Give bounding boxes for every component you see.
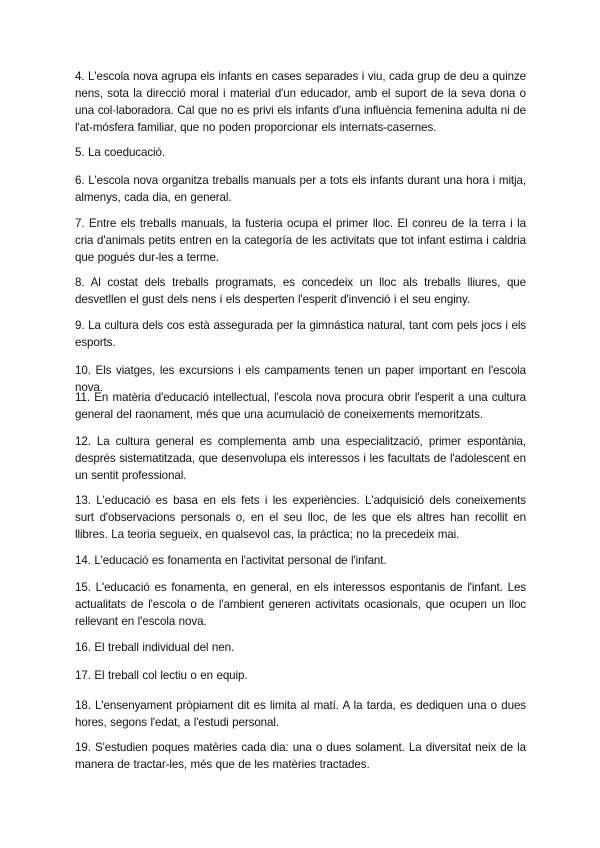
paragraph-item-15: 15. L'educació es fonamenta, en general, en els interessos espontanis de l'infant. Les actualitats de l'escola o de l'ambient generen activitats ocasionals, que ocupen un lloc rellevant en l'escola nova. [75, 581, 526, 628]
paragraph-item-12: 12. La cultura general es complementa amb una especialització, primer espontània, després sistematitzada, que desenvolupa els interessos i les facultats de l'adolescent en un sentit professional. [75, 435, 526, 482]
paragraph-item-14: 14. L'educació es fonamenta en l'activitat personal de l'infant. [75, 554, 387, 567]
paragraph-item-13: 13. L'educació es basa en els fets i les experiències. L'adquisició dels coneixements surt d'observacions personals o, en el seu lloc, de les que els altres han recollit en llibres. La teoria segueix, en qualsevol cas, la práctica; no la precedeix mai. [75, 494, 526, 541]
paragraph-item-5: 5. La coeducació. [75, 146, 165, 159]
paragraph-item-11: 11. En matèria d'educació intellectual, l'escola nova procura obrir l'esperit a una cultura general del raonament, més que una acumulació de coneixements memoritzats. [75, 391, 526, 421]
paragraph-item-16: 16. El treball individual del nen. [75, 641, 235, 654]
paragraph-item-19: 19. S'estudien poques matèries cada dia: una o dues solament. La diversitat neix de la manera de tractar-les, més que de les matèries tractades. [75, 741, 526, 771]
paragraph-item-10: 10. Els viatges, les excursions i els campaments tenen un paper important en l'escola nova. [75, 364, 526, 394]
paragraph-item-8: 8. Al costat dels treballs programats, es concedeix un lloc als treballs lliures, que desvetllen el gust dels nens i els desperten l'esperit d'invenció i el seu enginy. [75, 276, 526, 306]
paragraph-item-18: 18. L'ensenyament pròpiament dit es limita al matí. A la tarda, es dediquen una o dues hores, segons l'edat, a l'estudi personal. [75, 699, 526, 729]
paragraph-item-6: 6. L'escola nova organitza treballs manuals per a tots els infants durant una hora i mitja, almenys, cada dia, en general. [75, 174, 526, 204]
paragraph-item-4: 4. L'escola nova agrupa els infants en cases separades i viu, cada grup de deu a quinze nens, sota la direcció moral i material d'un educador, amb el suport de la seva dona o una col·laboradora. Cal que no es privi els infants d'una influència femenina adulta ni de l'at-mósfera familiar, que no poden proporcionar els internats-casernes. [75, 70, 526, 134]
paragraph-item-7: 7. Entre els treballs manuals, la fusteria ocupa el primer lloc. El conreu de la terra i la cria d'animals petits entren en la categoría de les activitats que tot infant estima i caldria que pogués dur-les a terme. [75, 217, 526, 264]
paragraph-item-9: 9. La cultura dels cos està assegurada per la gimnástica natural, tant com pels jocs i els esports. [75, 319, 526, 349]
paragraph-item-17: 17. El treball col lectiu o en equip. [75, 669, 248, 682]
